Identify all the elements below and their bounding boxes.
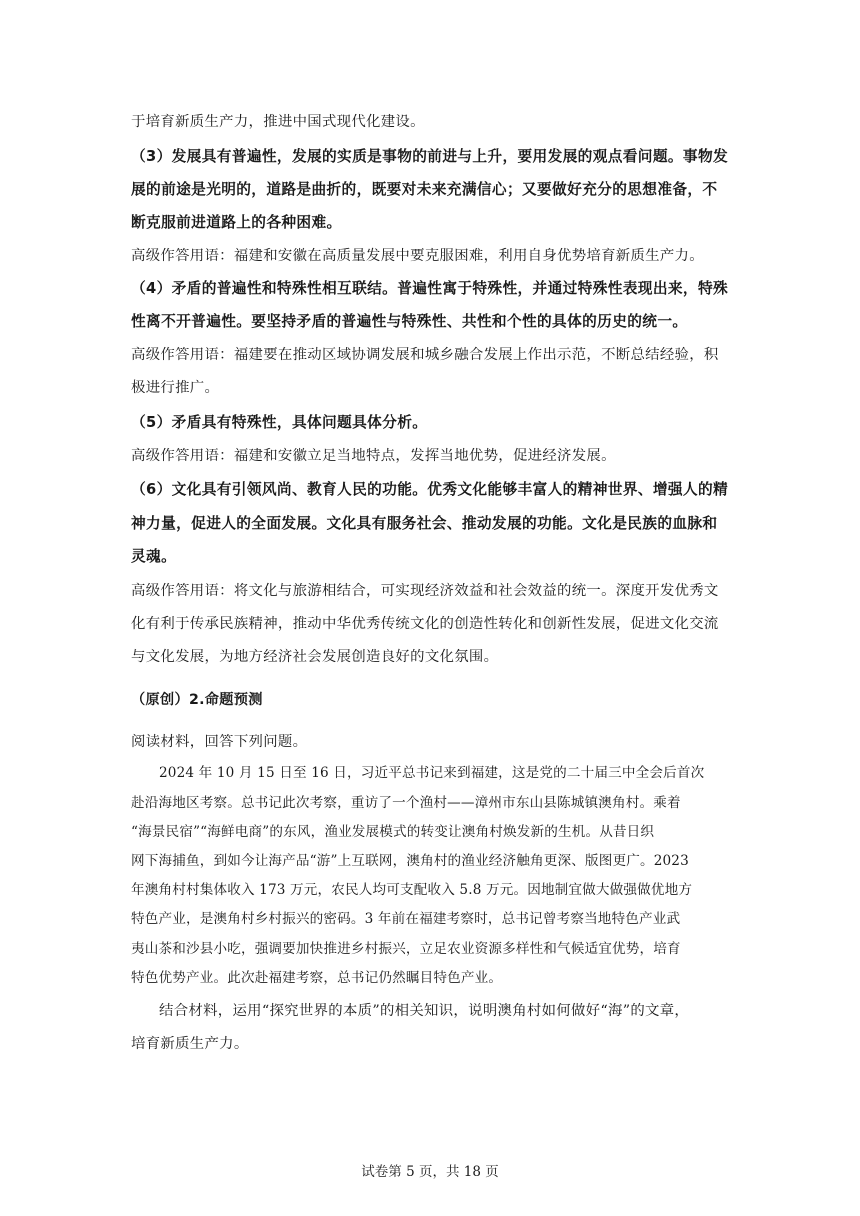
answer-point-3-line: 断克服前进道路上的各种困难。 <box>131 214 342 231</box>
question-prompt-line: 培育新质生产力。 <box>131 1036 249 1052</box>
question-instruction: 阅读材料，回答下列问题。 <box>131 734 308 750</box>
material-paragraph-line: 赴沿海地区考察。总书记此次考察，重访了一个渔村——漳州市东山县陈城镇澳角村。乘着 <box>131 795 681 811</box>
answer-point-6-line: 灵魂。 <box>131 548 177 565</box>
advanced-answer-line: 与文化发展，为地方经济社会发展创造良好的文化氛围。 <box>131 649 499 665</box>
material-paragraph-line: 夷山茶和沙县小吃，强调要加快推进乡村振兴，立足农业资源多样性和气候适宜优势，培育 <box>131 941 681 957</box>
answer-point-4-line: （4）矛盾的普遍性和特殊性相互联结。普遍性寓于特殊性，并通过特殊性表现出来，特殊 <box>131 280 729 297</box>
answer-point-4-line: 性离不开普遍性。要坚持矛盾的普遍性与特殊性、共性和个性的具体的历史的统一。 <box>131 313 688 330</box>
question-prompt-line: 结合材料，运用“探究世界的本质”的相关知识，说明澳角村如何做好“海”的文章， <box>159 1003 690 1019</box>
material-paragraph-line: 2024 年 10 月 15 日至 16 日，习近平总书记来到福建，这是党的二十届三中全会后首次 <box>159 765 705 781</box>
question-heading: （原创）2.命题预测 <box>131 692 263 708</box>
material-paragraph-line: “海景民宿”“海鲜电商”的东风，渔业发展模式的转变让澳角村焕发新的生机。从昔日织 <box>131 824 655 840</box>
advanced-answer-line: 化有利于传承民族精神，推动中华优秀传统文化的创造性转化和创新性发展，促进文化交流 <box>131 616 719 632</box>
advanced-answer-line: 高级作答用语：福建和安徽立足当地特点，发挥当地优势，促进经济发展。 <box>131 448 616 464</box>
material-paragraph-line: 年澳角村村集体收入 173 万元，农民人均可支配收入 5.8 万元。因地制宜做大做强做优地方 <box>131 882 693 898</box>
material-paragraph-line: 特色优势产业。此次赴福建考察，总书记仍然瞩目特色产业。 <box>131 970 503 986</box>
answer-point-5-line: （5）矛盾具有特殊性，具体问题具体分析。 <box>131 414 428 431</box>
answer-text-line: 于培育新质生产力，推进中国式现代化建设。 <box>131 114 425 130</box>
answer-point-6-line: 神力量，促进人的全面发展。文化具有服务社会、推动发展的功能。文化是民族的血脉和 <box>131 515 718 532</box>
material-paragraph-line: 网下海捕鱼，到如今让海产品“游”上互联网，澳角村的渔业经济触角更深、版图更广。2023 <box>131 853 689 869</box>
answer-point-3-line: 展的前途是光明的，道路是曲折的，既要对未来充满信心；又要做好充分的思想准备，不 <box>131 181 718 198</box>
advanced-answer-line: 极进行推广。 <box>131 380 220 396</box>
advanced-answer-line: 高级作答用语：福建要在推动区域协调发展和城乡融合发展上作出示范，不断总结经验，积 <box>131 347 719 363</box>
advanced-answer-line: 高级作答用语：福建和安徽在高质量发展中要克服困难，利用自身优势培育新质生产力。 <box>131 248 704 264</box>
material-paragraph-line: 特色产业，是澳角村乡村振兴的密码。3 年前在福建考察时，总书记曾考察当地特色产业武 <box>131 911 681 927</box>
answer-point-3-line: （3）发展具有普遍性，发展的实质是事物的前进与上升，要用发展的观点看问题。事物发 <box>131 148 729 165</box>
page-footer: 试卷第 5 页，共 18 页 <box>361 1164 499 1180</box>
advanced-answer-line: 高级作答用语：将文化与旅游相结合，可实现经济效益和社会效益的统一。深度开发优秀文 <box>131 583 719 599</box>
answer-point-6-line: （6）文化具有引领风尚、教育人民的功能。优秀文化能够丰富人的精神世界、增强人的精 <box>131 481 729 498</box>
